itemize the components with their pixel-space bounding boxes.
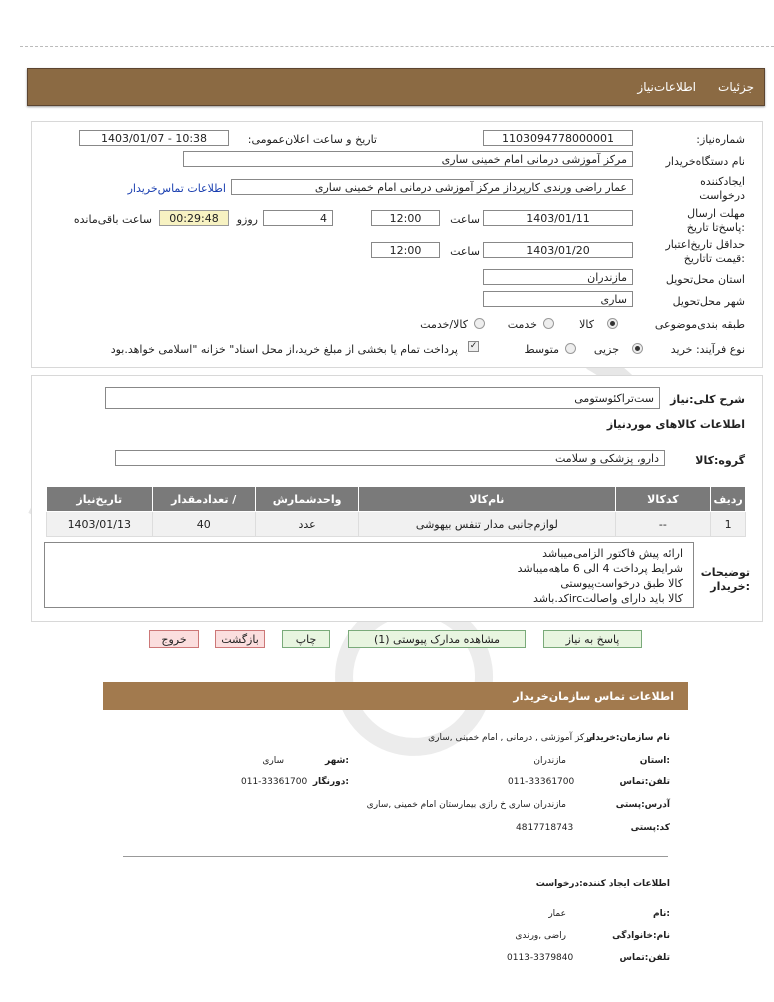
remaining-timer: 00:29:48 (159, 210, 229, 226)
buyer-notes-label: توضیحات :خریدار (700, 566, 750, 593)
category-service-radio[interactable] (543, 318, 554, 329)
category-goods-service-radio[interactable] (474, 318, 485, 329)
payment-treasury-checkbox[interactable]: ✓ (469, 341, 478, 351)
col-qty: / تعدادمقدار (152, 487, 255, 512)
announce-field: 1403/01/07 - 10:38 (79, 130, 229, 146)
reply-time-field: 12:00 (371, 210, 440, 226)
cell-code: -- (615, 512, 711, 537)
contact-postal-value: 4817718743 (516, 823, 574, 833)
goods-table (46, 486, 746, 537)
city-label: شهر محل‌تحویل (672, 295, 745, 308)
contact-org-value: مرکز آموزشی , درمانی , امام خمینی ,ساری (428, 733, 594, 743)
contact-postal-label: کد:پستی (630, 823, 670, 833)
province-field: مازندران (483, 269, 633, 285)
creator-phone-label: تلفن:تماس (619, 953, 670, 963)
creator-label: ایجادکننده درخواست (699, 175, 745, 202)
contact-city-value: ساری (262, 756, 284, 766)
process-partial-radio[interactable] (632, 343, 643, 354)
contact-section-title: اطلاعات تماس سازمان‌خریدار (513, 690, 674, 703)
category-goods-label: کالا (579, 318, 594, 331)
goods-group-field: دارو، پزشکی و سلامت (115, 450, 665, 466)
remaining-label: ساعت باقی‌مانده (73, 213, 152, 226)
days-label: روزو (236, 213, 258, 226)
contact-phone-value: 011-33361700 (508, 777, 575, 787)
need-info-link[interactable]: اطلاعات‌نیاز (637, 80, 696, 94)
process-label: نوع فرآیند: خرید (670, 343, 745, 356)
note-line: شرایط پرداخت 4 الی 6 ماهه‌میباشد (517, 562, 683, 575)
cell-unit: عدد (255, 512, 358, 537)
category-service-label: خدمت (507, 318, 537, 331)
contact-phone-label: تلفن:تماس (619, 777, 670, 787)
goods-info-title: اطلاعات کالاهای موردنیاز (606, 418, 745, 431)
reply-button[interactable]: پاسخ به نیاز (543, 630, 642, 648)
category-label: طبقه بندی‌موضوعی (654, 318, 745, 331)
creator-name-label: :نام (653, 909, 670, 919)
col-unit: واحدشمارش (255, 487, 358, 512)
attachments-button[interactable]: مشاهده مدارک پیوستی (1) (348, 630, 526, 648)
col-date: تاریخ‌نیاز (47, 487, 153, 512)
process-partial-label: جزیی (593, 343, 619, 356)
page-header (27, 68, 765, 106)
top-divider (20, 46, 774, 47)
note-line: کالا طبق درخواست‌پیوستی (560, 577, 683, 590)
cell-qty: 40 (152, 512, 255, 537)
reply-deadline-label: مهلت ارسال :پاسخ‌تا تاریخ (686, 207, 745, 234)
table-row (47, 512, 746, 537)
table-header-row (47, 487, 746, 512)
contact-province-value: مازندران (533, 756, 566, 766)
buyer-notes-box (44, 542, 694, 608)
exit-button[interactable]: خروج (149, 630, 199, 648)
contact-fax-label: :دورنگار (312, 777, 349, 787)
creator-family-label: نام:خانوادگی (612, 931, 670, 941)
contact-fax-value: 011-33361700 (241, 777, 308, 787)
cell-row: 1 (711, 512, 746, 537)
validity-date-field: 1403/01/20 (483, 242, 633, 258)
creator-info-title: اطلاعات ایجاد کننده:درخواست (535, 879, 670, 889)
cell-name: لوازم‌جانبی مدار تنفس بیهوشی (359, 512, 615, 537)
category-goods-radio[interactable] (607, 318, 618, 329)
details-link[interactable]: جزئیات (718, 80, 754, 94)
description-label: شرح کلی‌:نیاز (670, 393, 745, 406)
col-row: ردیف (711, 487, 746, 512)
category-goods-service-label: کالا/خدمت (420, 318, 468, 331)
province-label: استان محل‌تحویل (665, 273, 745, 286)
payment-note: پرداخت تمام یا بخشی از مبلغ خرید،از محل اسناد" خزانه "اسلامی خواهد.بود (110, 343, 458, 356)
contact-province-label: :استان (639, 756, 670, 766)
contact-address-label: آدرس:پستی (615, 800, 670, 810)
creator-phone-value: 0113-3379840 (507, 953, 574, 963)
need-number-label: شماره‌نیاز: (696, 133, 745, 146)
note-line: ارائه پیش فاکتور الزامی‌میباشد (542, 547, 683, 560)
need-number-field: 1103094778000001 (483, 130, 633, 146)
validity-time-field: 12:00 (371, 242, 440, 258)
buyer-contact-link[interactable]: اطلاعات تماس‌خریدار (127, 182, 226, 195)
note-line: کالا باید دارای واصالتircکد.باشد (532, 592, 683, 605)
description-field: ست‌تراکئوستومی (105, 387, 660, 409)
contact-divider (123, 856, 668, 857)
process-medium-label: متوسط (524, 343, 559, 356)
process-medium-radio[interactable] (565, 343, 576, 354)
validity-time-label: ساعت (450, 245, 480, 258)
contact-address-value: مازندران ساری خ رازی بیمارستان امام خمینی ,ساری (366, 800, 566, 810)
creator-name-value: عمار (548, 909, 566, 919)
col-name: نام‌کالا (359, 487, 615, 512)
buyer-org-field: مرکز آموزشی درمانی امام خمینی ساری (183, 151, 633, 167)
days-field: 4 (263, 210, 333, 226)
announce-label: تاریخ و ساعت اعلان‌عمومی: (247, 133, 377, 146)
city-field: ساری (483, 291, 633, 307)
col-code: کدکالا (615, 487, 711, 512)
back-button[interactable]: بازگشت (215, 630, 265, 648)
contact-section-header (103, 682, 688, 710)
goods-group-label: گروه:کالا (695, 454, 745, 467)
buyer-org-label: نام دستگاه‌خریدار (665, 155, 745, 168)
validity-label: حداقل تاریخ‌اعتبار :قیمت تا‌تاریخ (665, 238, 745, 265)
creator-field: عمار راضی ورندی کارپرداز مرکز آموزشی درمانی امام خمینی ساری (231, 179, 633, 195)
cell-date: 1403/01/13 (47, 512, 153, 537)
contact-org-label: نام سازمان:خریدار (586, 733, 670, 743)
reply-time-label: ساعت (450, 213, 480, 226)
contact-city-label: :شهر (325, 756, 349, 766)
reply-date-field: 1403/01/11 (483, 210, 633, 226)
print-button[interactable]: چاپ (282, 630, 330, 648)
creator-family-value: راضی ,ورندی (515, 931, 566, 941)
